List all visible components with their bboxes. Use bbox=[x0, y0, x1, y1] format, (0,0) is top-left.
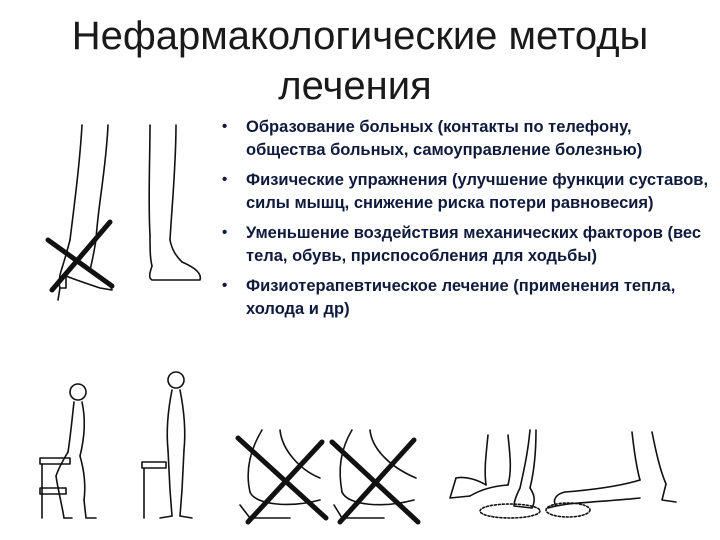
kneeling-on-cushion-illustration bbox=[450, 430, 540, 518]
bullet-text: Физические упражнения (улучшение функции суставов, силы мышц, снижение риска потери равновесия) bbox=[246, 171, 709, 212]
cross-mark-icon bbox=[48, 222, 112, 290]
bullet-text: Образование больных (контакты по телефону, общества больных, самоуправление болезнью) bbox=[246, 118, 643, 159]
bullet-dot: • bbox=[222, 277, 228, 294]
cross-mark-icon bbox=[238, 438, 326, 522]
kneeling-on-pad-illustration bbox=[546, 432, 676, 517]
title-line-2: лечения bbox=[278, 63, 432, 108]
cross-mark-icon bbox=[332, 440, 418, 522]
deep-kneeling-illustration bbox=[334, 430, 416, 518]
bullet-dot: • bbox=[222, 118, 228, 135]
bullet-dot: • bbox=[222, 224, 228, 241]
standing-person-illustration bbox=[142, 372, 192, 518]
bullet-dot: • bbox=[222, 171, 228, 188]
title-line-1: Нефармакологические методы bbox=[71, 13, 649, 58]
flat-shoe-legs-illustration bbox=[149, 125, 200, 280]
bullet-text: Физиотерапевтическое лечение (применения тепла, холода и др) bbox=[246, 277, 676, 318]
sitting-person-illustration bbox=[40, 384, 96, 518]
bullet-text: Уменьшение воздействия механических факторов (вес тела, обувь, приспособления для ходьбы) bbox=[246, 224, 702, 265]
